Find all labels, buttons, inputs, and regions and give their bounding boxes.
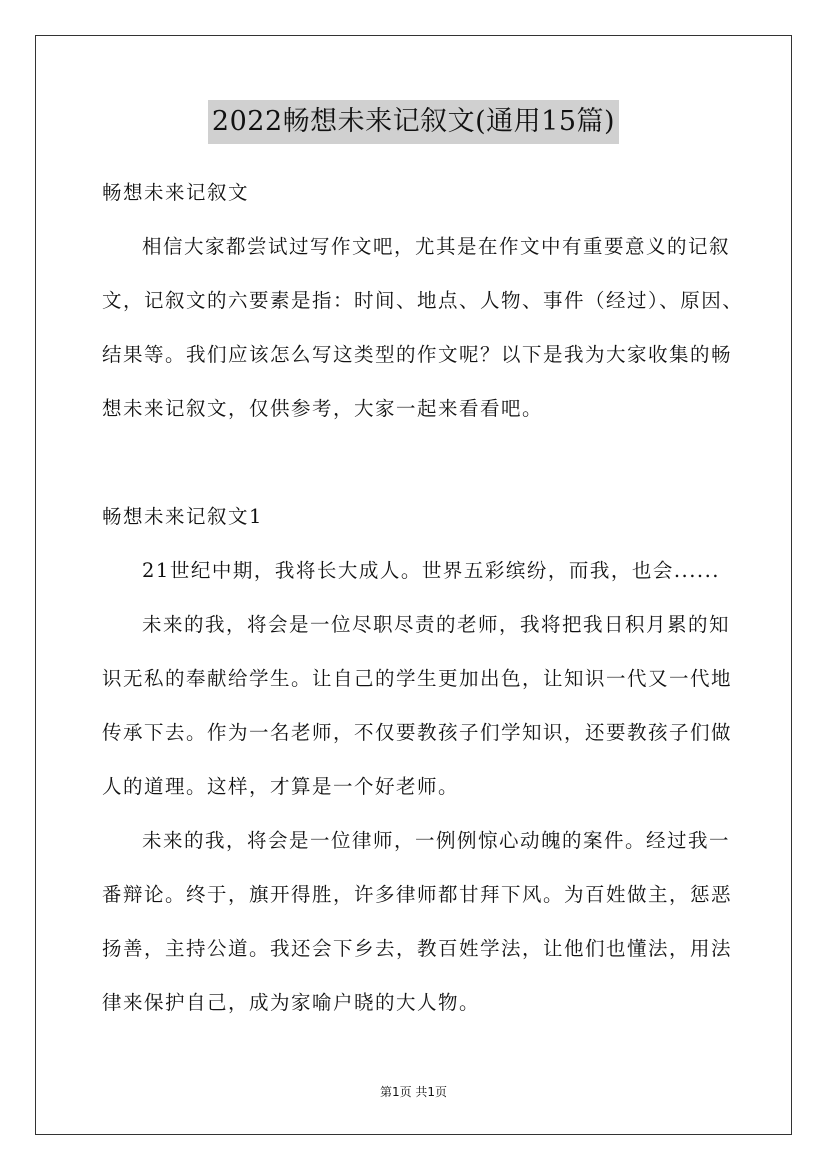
document-title: 2022畅想未来记叙文(通用15篇) bbox=[208, 100, 619, 144]
essay1-heading: 畅想未来记叙文1 bbox=[102, 505, 263, 528]
essay1-p2-line: 未来的我，将会是一位尽职尽责的老师，我将把我日积月累的知 bbox=[142, 613, 731, 636]
essay1-p3-line: 扬善，主持公道。我还会下乡去，教百姓学法，让他们也懂法，用法 bbox=[102, 937, 733, 960]
document-body bbox=[102, 176, 742, 1040]
page-footer: 第1页 共1页 bbox=[379, 1085, 448, 1099]
essay1-p3-line: 番辩论。终于，旗开得胜，许多律师都甘拜下风。为百姓做主，惩恶 bbox=[102, 883, 733, 906]
essay1-p2-line: 识无私的奉献给学生。让自己的学生更加出色，让知识一代又一代地 bbox=[102, 667, 733, 690]
essay1-p2-line: 人的道理。这样，才算是一个好老师。 bbox=[102, 775, 460, 798]
intro-heading: 畅想未来记叙文 bbox=[102, 181, 250, 204]
essay1-p3-line: 未来的我，将会是一位律师，一例例惊心动魄的案件。经过我一 bbox=[142, 829, 731, 852]
title-container bbox=[0, 100, 827, 144]
essay1-p3-line: 律来保护自己，成为家喻户晓的大人物。 bbox=[102, 991, 481, 1014]
paragraph-gap bbox=[102, 446, 742, 500]
intro-line: 想未来记叙文，仅供参考，大家一起来看看吧。 bbox=[102, 397, 544, 420]
intro-line: 相信大家都尝试过写作文吧，尤其是在作文中有重要意义的记叙 bbox=[142, 235, 731, 258]
essay1-paragraph-1: 21世纪中期，我将长大成人。世界五彩缤纷，而我，也会...... bbox=[142, 559, 721, 582]
intro-line: 文，记叙文的六要素是指：时间、地点、人物、事件（经过）、原因、 bbox=[102, 289, 744, 312]
essay1-p2-line: 传承下去。作为一名老师，不仅要教孩子们学知识，还要教孩子们做 bbox=[102, 721, 733, 744]
intro-line: 结果等。我们应该怎么写这类型的作文呢？以下是我为大家收集的畅 bbox=[102, 343, 733, 366]
